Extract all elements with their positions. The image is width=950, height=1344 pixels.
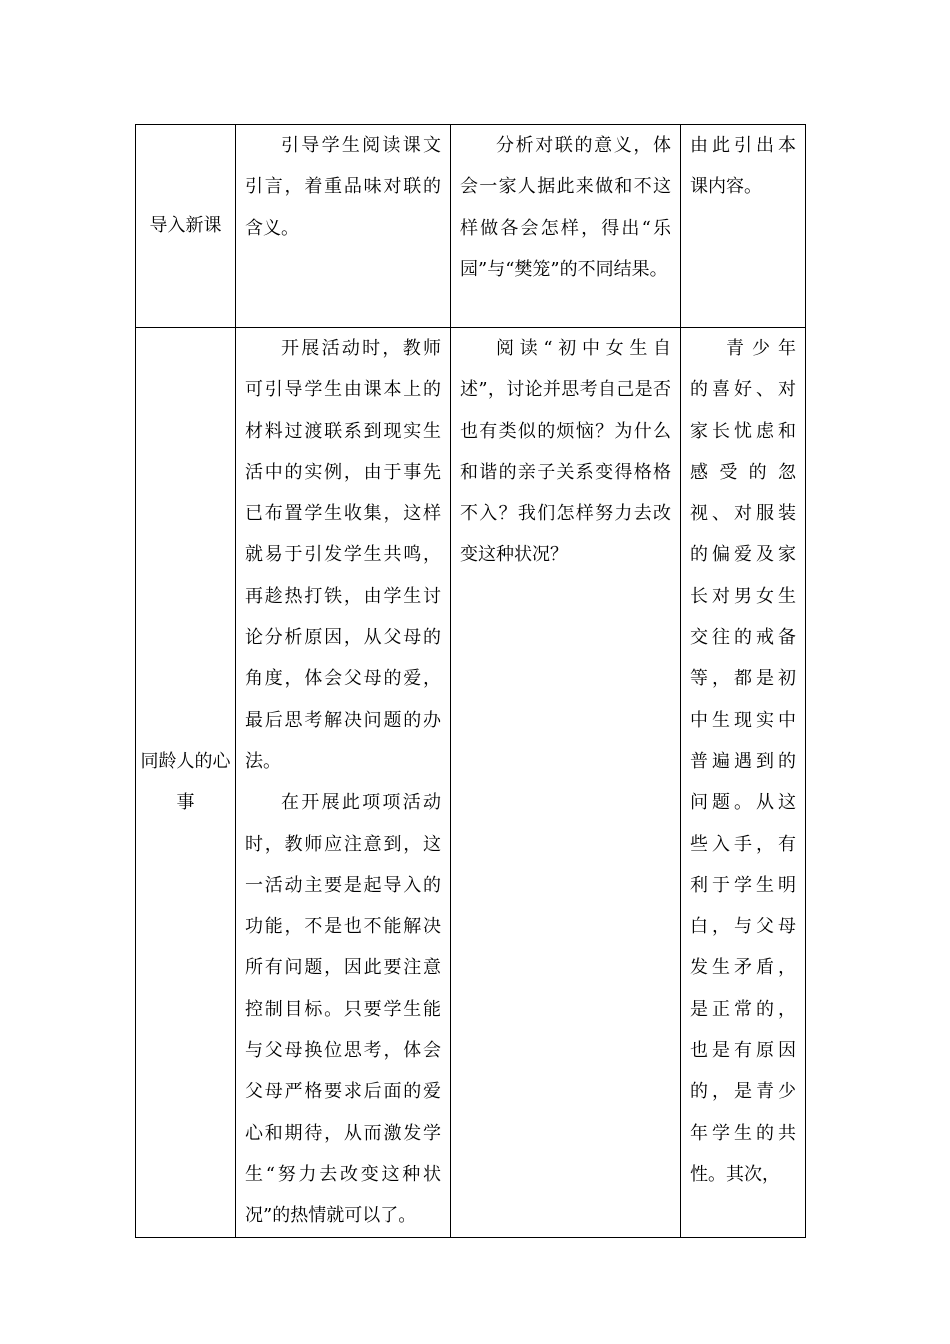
phase-cell	[136, 125, 236, 328]
table-row	[136, 328, 806, 1238]
teacher-activity-text: 开展活动时，教师可引导学生由课本上的材料过渡联系到现实生活中的实例，由于事先已布置学生收集，这样就易于引发学生共鸣，再趁热打铁，由学生讨论分析原因，从父母的角度，体会父母的爱，最后思考解决问题的办法。	[245, 338, 441, 772]
design-intent-text: 青少年的喜好、对家长忧虑和感受的忽视、对服装的偏爱及家长对男女生交往的戒备等，都是初中生现实中普遍遇到的问题。从这些入手，有利于学生明白，与父母发生矛盾，是正常的，也是有原因的，是青少年学生的共性。其次，	[690, 338, 796, 1185]
lesson-plan-table	[135, 124, 806, 1238]
design-intent-text: 由此引出本课内容。	[690, 135, 796, 198]
design-intent-cell	[681, 125, 806, 328]
student-activity-cell	[451, 328, 681, 1238]
design-intent-cell	[681, 328, 806, 1238]
phase-label: 导入新课	[149, 215, 222, 237]
phase-label: 同龄人的心事	[140, 750, 231, 814]
teacher-activity-text: 在开展此项项活动时，教师应注意到，这一活动主要是起导入的功能，不是也不能解决所有问题，因此要注意控制目标。只要学生能与父母换位思考，体会父母严格要求后面的爱心和期待，从而激发学生“努力去改变这种状况”的热情就可以了。	[245, 792, 441, 1227]
teacher-activity-cell	[236, 328, 451, 1238]
table-row	[136, 125, 806, 328]
student-activity-text: 阅读“初中女生自述”，讨论并思考自己是否也有类似的烦恼？为什么和谐的亲子关系变得格格不入？我们怎样努力去改变这种状况？	[460, 338, 671, 566]
phase-cell	[136, 328, 236, 1238]
teacher-activity-text: 引导学生阅读课文引言，着重品味对联的含义。	[245, 135, 441, 239]
teacher-activity-cell	[236, 125, 451, 328]
student-activity-text: 分析对联的意义，体会一家人据此来做和不这样做各会怎样，得出“乐园”与“樊笼”的不同结果。	[460, 135, 671, 280]
student-activity-cell	[451, 125, 681, 328]
